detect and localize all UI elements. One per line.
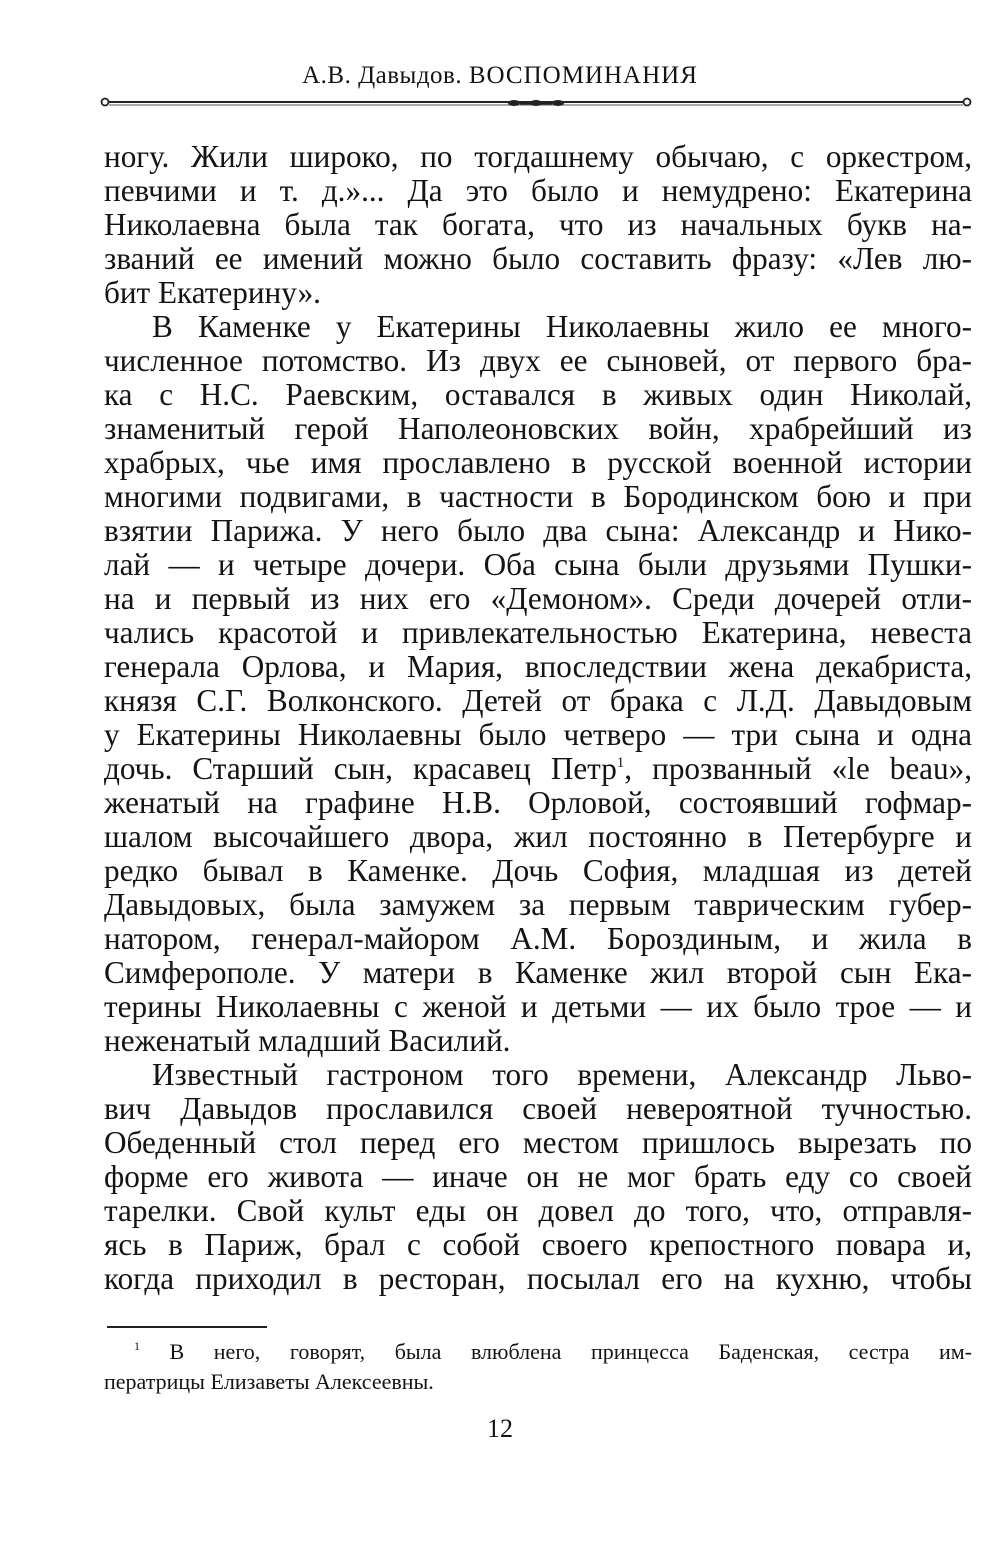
header-title: ВОСПОМИНАНИЯ <box>468 62 698 89</box>
footnote-mark: 1 <box>134 1339 140 1353</box>
text-line: бит Екатерину». <box>104 275 321 310</box>
text-line: женатый на графине Н.В. Орловой, состоявший гофмар- <box>104 785 972 820</box>
text-line: Николаевна была так богата, что из начальных букв на- <box>104 207 972 242</box>
text-line: форме его живота — иначе он не мог брать еду со своей <box>104 1159 972 1194</box>
text-line: ясь в Париж, брал с собой своего крепостного повара и, <box>104 1227 972 1262</box>
text-line: терины Николаевны с женой и детьми — их было трое — и <box>104 989 972 1024</box>
paragraph-first-line: В Каменке у Екатерины Николаевны жило ее много- <box>152 309 972 344</box>
text-line: у Екатерины Николаевны было четверо — три сына и одна <box>104 717 972 752</box>
text-line: когда приходил в ресторан, посылал его на кухню, чтобы <box>104 1261 972 1296</box>
text-line: Давыдовых, была замужем за первым таврическим губер- <box>104 887 972 922</box>
text-line: лай — и четыре дочери. Оба сына были друзьями Пушки- <box>104 547 972 582</box>
text-fragment: дочь. Старший сын, красавец Петр <box>104 751 617 786</box>
text-fragment: , прозванный «le beau», <box>624 751 972 786</box>
text-line: тарелки. Свой культ еды он довел до того, что, отправля- <box>104 1193 972 1228</box>
main-text <box>104 140 972 1296</box>
text-line: на и первый из них его «Демоном». Среди дочерей отли- <box>104 581 972 616</box>
footnote-divider <box>107 1326 267 1328</box>
header-author: А.В. Давыдов. <box>302 62 463 89</box>
text-line: генерала Орлова, и Мария, впоследствии жена декабриста, <box>104 649 972 684</box>
page-number: 12 <box>487 1414 513 1443</box>
text-line: ногу. Жили широко, по тогдашнему обычаю, с оркестром, <box>104 139 972 174</box>
text-line: знаменитый герой Наполеоновских войн, храбрейший из <box>104 411 972 446</box>
footnote-line: ператрицы Елизаветы Алексеевны. <box>104 1369 434 1394</box>
text-line: взятии Парижа. У него было два сына: Александр и Нико- <box>104 513 972 548</box>
text-line: ка с Н.С. Раевским, оставался в живых один Николай, <box>104 377 972 412</box>
text-line: численное потомство. Из двух ее сыновей, от первого бра- <box>104 343 972 378</box>
running-header <box>0 62 1000 90</box>
text-line: вич Давыдов прославился своей невероятной тучностью. <box>104 1091 972 1126</box>
footnote-line <box>104 1337 972 1367</box>
text-line: Обеденный стол перед его местом пришлось вырезать по <box>104 1125 972 1160</box>
text-line-with-footnote-ref <box>104 752 972 786</box>
text-line: натором, генерал-майором А.М. Бороздиным, и жила в <box>104 921 972 956</box>
text-line: званий ее имений можно было составить фразу: «Лев лю- <box>104 241 972 276</box>
text-line: князя С.Г. Волконского. Детей от брака с Л.Д. Давыдовым <box>104 683 972 718</box>
text-line: певчими и т. д.»... Да это было и немудрено: Екатерина <box>104 173 972 208</box>
footnote-reference: 1 <box>616 755 625 771</box>
text-line: многими подвигами, в частности в Бородинском бою и при <box>104 479 972 514</box>
footnotes <box>104 1337 972 1397</box>
text-line: храбрых, чье имя прославлено в русской военной истории <box>104 445 972 480</box>
text-line: неженатый младший Василий. <box>104 1023 511 1058</box>
text-line: Симферополе. У матери в Каменке жил второй сын Ека- <box>104 955 972 990</box>
text-line: чались красотой и привлекательностью Екатерина, невеста <box>104 615 972 650</box>
text-line: редко бывал в Каменке. Дочь София, младшая из детей <box>104 853 972 888</box>
header-ornament-rule <box>100 92 972 112</box>
text-line: шалом высочайшего двора, жил постоянно в Петербурге и <box>104 819 972 854</box>
paragraph-first-line: Известный гастроном того времени, Александр Льво- <box>152 1057 972 1092</box>
footnote-text: В него, говорят, была влюблена принцесса Баденская, сестра им- <box>140 1339 972 1364</box>
